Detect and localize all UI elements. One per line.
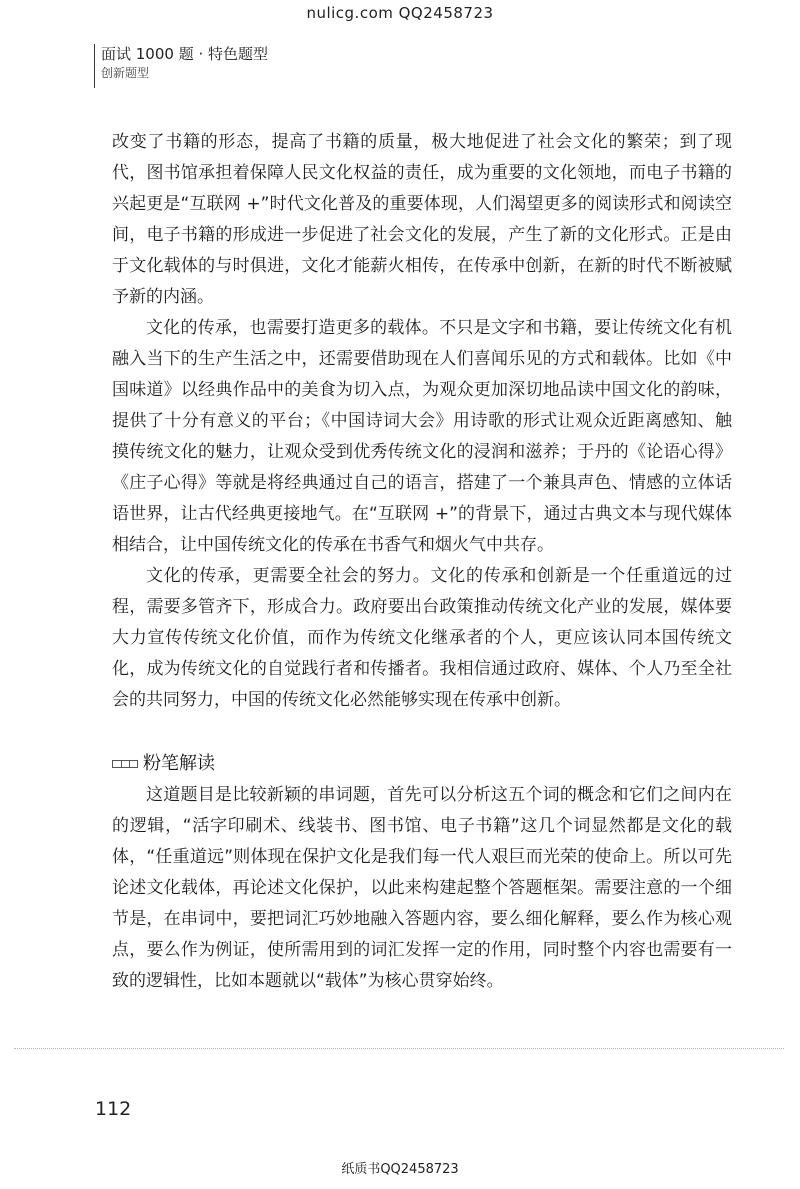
- section-marker-icon: [112, 760, 138, 768]
- section-paragraph: 这道题目是比较新颖的串词题，首先可以分析这五个词的概念和它们之间内在的逻辑，“活字印刷术、线装书、图书馆、电子书籍”这几个词显然都是文化的载体，“任重道远”则体现在保护文化是我们每一代人艰巨而光荣的使命上。所以可先论述文化载体，再论述文化保护，以此来构建起整个答题框架。需要注意的一个细节是，在串词中，要把词汇巧妙地融入答题内容，要么细化解释，要么作为核心观点，要么作为例证，使所需用到的词汇发挥一定的作用，同时整个内容也需要有一致的逻辑性，比如本题就以“载体”为核心贯穿始终。: [112, 785, 732, 991]
- section-heading: [112, 750, 732, 778]
- header-subtitle: 创新题型: [101, 66, 150, 80]
- page-number: 112: [95, 1098, 132, 1120]
- page-content: [112, 127, 732, 997]
- bottom-watermark: 纸质书QQ2458723: [341, 1162, 459, 1177]
- body-paragraph: 文化的传承，更需要全社会的努力。文化的传承和创新是一个任重道远的过程，需要多管齐下，形成合力。政府要出台政策推动传统文化产业的发展，媒体要大力宣传传统文化价值，而作为传统文化继承者的个人，更应该认同本国传统文化，成为传统文化的自觉践行者和传播者。我相信通过政府、媒体、个人乃至全社会的共同努力，中国的传统文化必然能够实现在传承中创新。: [112, 566, 732, 710]
- running-header: [94, 44, 268, 88]
- header-title: 面试 1000 题 · 特色题型: [101, 45, 269, 63]
- section-heading-text: 粉笔解读: [143, 753, 215, 774]
- body-paragraph-continued: 改变了书籍的形态，提高了书籍的质量，极大地促进了社会文化的繁荣；到了现代，图书馆承担着保障人民文化权益的责任，成为重要的文化领地，而电子书籍的兴起更是“互联网 +”时代文化普及的重要体现，人们渴望更多的阅读形式和阅读空间，电子书籍的形成进一步促进了社会文化的发展，产生了新的文化形式。正是由于文化载体的与时俱进，文化才能薪火相传，在传承中创新，在新的时代不断被赋予新的内涵。: [112, 132, 732, 307]
- scan-artifact-line: [14, 1048, 784, 1049]
- top-watermark: nulicg.com QQ2458723: [306, 4, 494, 22]
- body-paragraph: 文化的传承，也需要打造更多的载体。不只是文字和书籍，要让传统文化有机融入当下的生产生活之中，还需要借助现在人们喜闻乐见的方式和载体。比如《中国味道》以经典作品中的美食为切入点，为观众更加深切地品读中国文化的韵味，提供了十分有意义的平台；《中国诗词大会》用诗歌的形式让观众近距离感知、触摸传统文化的魅力，让观众受到优秀传统文化的浸润和滋养；于丹的《论语心得》《庄子心得》等就是将经典通过自己的语言，搭建了一个兼具声色、情感的立体话语世界，让古代经典更接地气。在“互联网 +”的背景下，通过古典文本与现代媒体相结合，让中国传统文化的传承在书香气和烟火气中共存。: [112, 318, 732, 555]
